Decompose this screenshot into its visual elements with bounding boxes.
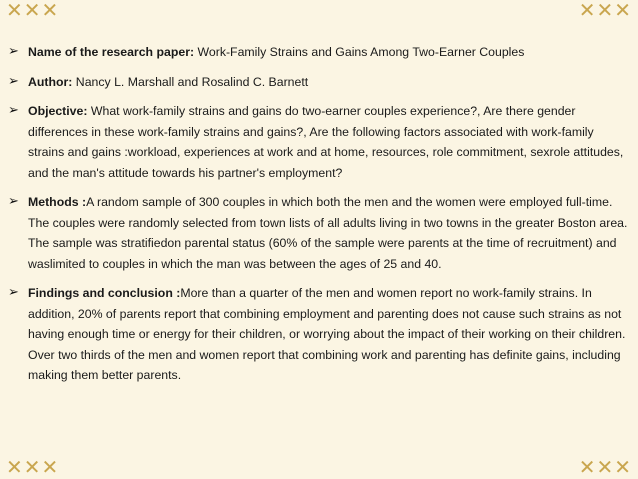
bullet-author [8, 72, 630, 93]
slide-content [8, 42, 630, 395]
corner-decoration-bottom-left: ✕✕✕ [6, 455, 60, 479]
corner-decoration-top-left: ✕✕✕ [6, 0, 60, 22]
bullet-label: Findings and conclusion : [28, 286, 181, 300]
right-arrowhead-icon: ➢ [8, 285, 19, 300]
bullet-text: Work-Family Strains and Gains Among Two-Earner Couples [194, 45, 525, 59]
bullet-objective [8, 101, 630, 183]
bullet-text: What work-family strains and gains do two-earner couples experience?, Are there gender differences in these work-family strains and gains?, Are the following factors associated with work-family strains and gains :workload, experiences at work and at home, resources, role commitment, sexrole attitudes, and the man's attitude towards his partner's employment? [28, 104, 624, 180]
right-arrowhead-icon: ➢ [8, 194, 19, 209]
bullet-text: A random sample of 300 couples in which both the men and the women were employed full-time. The couples were randomly selected from town lists of all adults living in two towns in the greater Boston area. The sample was stratifiedon parental status (60% of the sample were parents at the time of recruitment) and waslimited to couples in which the man was between the ages of 25 and 40. [28, 195, 628, 271]
bullet-label: Methods : [28, 195, 87, 209]
bullet-label: Name of the research paper: [28, 45, 195, 59]
bullet-text: Nancy L. Marshall and Rosalind C. Barnett [72, 74, 309, 89]
bullet-findings [8, 283, 630, 386]
bullet-label: Objective: [28, 104, 88, 118]
corner-decoration-bottom-right: ✕✕✕ [578, 455, 632, 479]
bullet-methods [8, 192, 630, 274]
right-arrowhead-icon: ➢ [8, 103, 19, 118]
right-arrowhead-icon: ➢ [8, 44, 19, 59]
right-arrowhead-icon: ➢ [8, 73, 19, 89]
bullet-research-paper-name [8, 42, 630, 63]
corner-decoration-top-right: ✕✕✕ [578, 0, 632, 22]
bullet-text: More than a quarter of the men and women report no work-family strains. In addition, 20% of parents report that combining employment and parenting does not cause such strains as not having enough time or energy for their children, or worrying about the impact of their working on their children. Over two thirds of the men and women report that combining work and parenting has definite gains, including making them better parents. [28, 286, 626, 382]
bullet-label: Author: [28, 74, 73, 89]
